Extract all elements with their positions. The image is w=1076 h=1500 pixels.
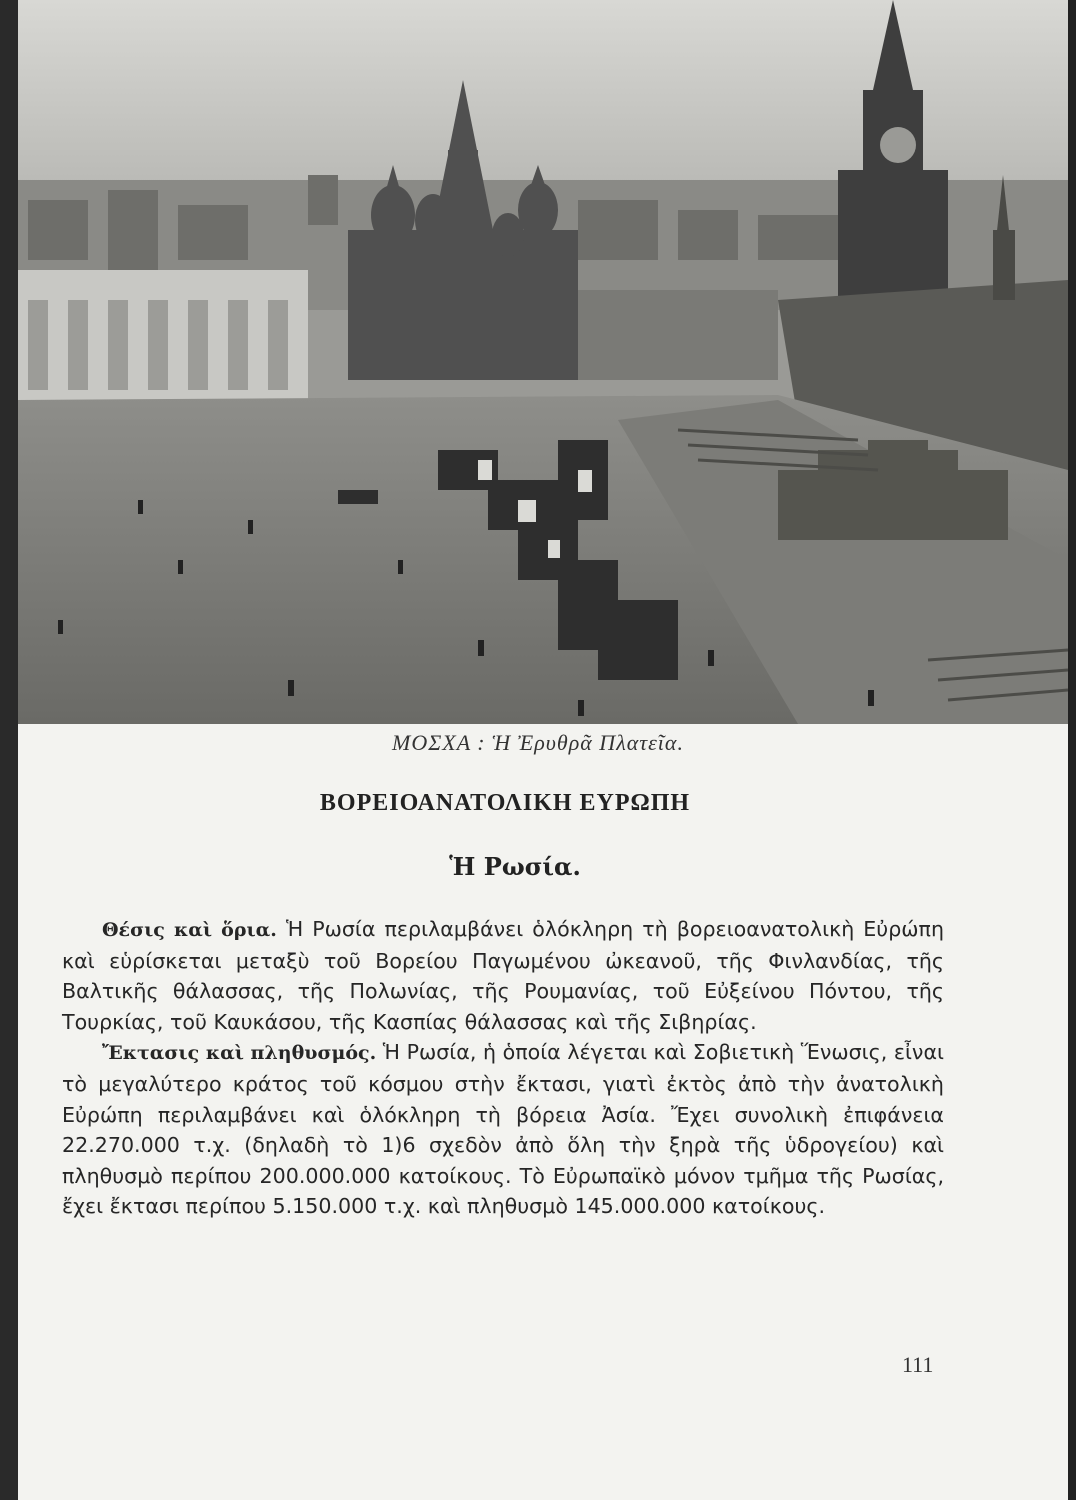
paragraph-heading: Ἔκτασις καὶ πληθυσμός. bbox=[102, 1042, 377, 1065]
chapter-subtitle: Ἡ Ρωσία. bbox=[449, 852, 581, 881]
red-square-photo bbox=[18, 0, 1068, 724]
paragraph-heading: Θέσις καὶ ὅρια. bbox=[102, 919, 277, 941]
paragraph-position-borders bbox=[62, 914, 944, 1037]
paragraph-area-population bbox=[62, 1037, 944, 1222]
paragraph-text: Ἡ Ρωσία περιλαμβάνει ὁλόκληρη τὴ βορειοανατολικὴ Εὐρώπη καὶ εὑρίσκεται μεταξὺ τοῦ Βορείου Παγωμένου ὠκεανοῦ, τῆς Φινλανδίας, τῆς Βαλτικῆς θάλασσας, τῆς Πολωνίας, τῆς Ρουμανίας, τοῦ Εὐξείνου Πόντου, τῆς Τουρκίας, τοῦ Καυκάσου, τῆς Κασπίας θάλασσας καὶ τῆς Σιβηρίας. bbox=[62, 917, 944, 1034]
paragraph-text: Ἡ Ρωσία, ἡ ὁποία λέγεται καὶ Σοβιετικὴ Ἕνωσις, εἶναι τὸ μεγαλύτερο κράτος τοῦ κόσμου στὴν ἔκτασι, γιατὶ ἐκτὸς ἀπὸ τὴν ἀνατολικὴ Εὐρώπη περιλαμβάνει καὶ ὁλόκληρη τὴ βόρεια Ἀσία. Ἔχει συνολικὴ ἐπιφάνεια 22.270.000 τ.χ. (δηλαδὴ τὸ 1)6 σχεδὸν ἀπὸ ὅλη τὴν ξηρὰ τῆς ὑδρογείου) καὶ πληθυσμὸ περίπου 200.000.000 κατοίκους. Τὸ Εὐρωπαϊκὸ μόνον τμῆμα τῆς Ρωσίας, ἔχει ἔκτασι περίπου 5.150.000 τ.χ. καὶ πληθυσμὸ 145.000.000 κατοίκους. bbox=[62, 1040, 944, 1219]
page-number: 111 bbox=[902, 1352, 934, 1377]
body-text bbox=[62, 914, 944, 1222]
photo-caption: ΜΟΣΧΑ : Ἡ Ἐρυθρᾶ Πλατεῖα. bbox=[392, 730, 684, 755]
section-title: ΒΟΡΕΙΟΑΝΑΤΟΛΙΚΗ ΕΥΡΩΠΗ bbox=[319, 790, 691, 816]
